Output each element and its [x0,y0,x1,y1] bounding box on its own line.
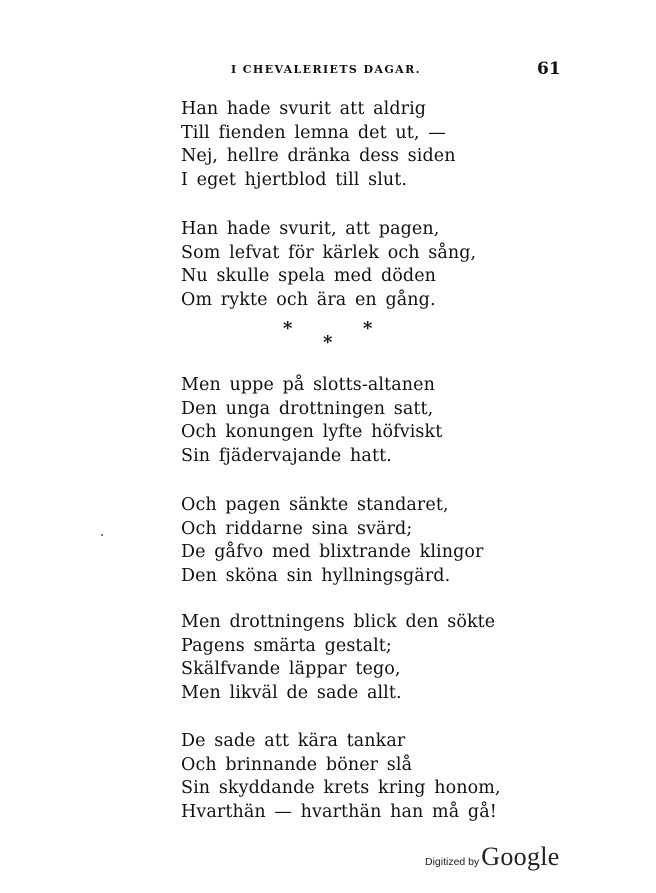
verse-line: Pagens smärta gestalt; [181,635,392,656]
verse-line: Men drottningens blick den sökte [181,612,496,632]
verse-line: Han hade svurit att aldrig [181,99,427,119]
verse-line: De gåfvo med blixtrande klingor [181,542,484,562]
asterisk: * [283,318,293,339]
stanza-3 [181,374,442,468]
asterisk: * [323,332,333,353]
verse-line: Sin skyddande krets kring honom, [181,778,501,798]
verse-line: Den sköna sin hyllningsgärd. [181,565,451,586]
asterisk: * [363,318,373,339]
verse-line: Som lefvat för kärlek och sång, [181,242,477,263]
verse-line: Den unga drottningen satt, [181,398,434,419]
running-title: I CHEVALERIETS DAGAR. [231,63,421,76]
digitized-by-google-watermark [425,842,560,872]
verse-line: Nu skulle spela med döden [181,266,437,286]
verse-line: Sin fjädervajande hatt. [181,445,392,466]
stanza-5 [181,611,495,705]
section-break-asterism [283,318,383,358]
verse-line: Men likväl de sade allt. [181,682,402,703]
stanza-4 [181,494,484,588]
stanza-2 [181,218,476,312]
verse-line: I eget hjertblod till slut. [181,169,408,190]
verse-line: Nej, hellre dränka dess siden [181,146,456,166]
verse-line: Och konungen lyfte höfviskt [181,422,443,442]
verse-line: Men uppe på slotts-altanen [181,375,435,395]
verse-line: Och brinnande böner slå [181,754,413,775]
digitized-label: Digitized by [425,856,480,868]
verse-line: Skälfvande läppar tego, [181,659,401,679]
verse-line: Och pagen sänkte standaret, [181,495,449,515]
verse-line: Och riddarne sina svärd; [181,518,413,539]
verse-line: De sade att kära tankar [181,731,406,751]
verse-line: Om rykte och ära en gång. [181,289,436,310]
verse-line: Han hade svurit, att pagen, [181,219,440,239]
stanza-1 [181,98,456,192]
verse-line: Till fienden lemna det ut, — [181,122,446,143]
google-wordmark: Google [481,842,560,871]
stanza-6 [181,730,501,824]
scan-speck [101,534,103,536]
page-number: 61 [537,59,561,79]
verse-line: Hvarthän — hvarthän han må gå! [181,801,497,822]
